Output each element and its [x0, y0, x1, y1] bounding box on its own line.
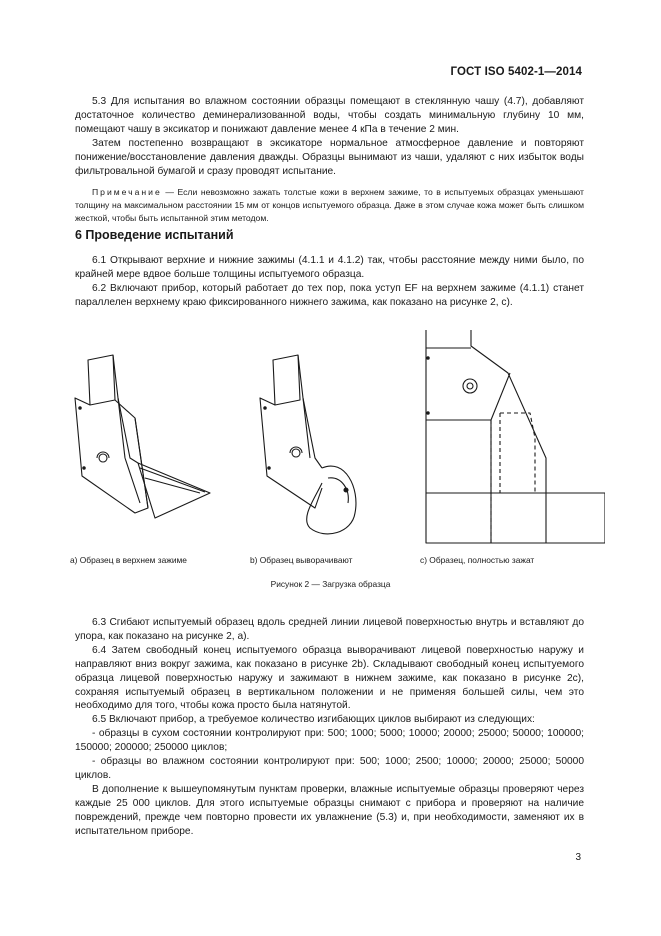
note-paragraph	[75, 186, 584, 225]
list-item-wet: - образцы во влажном состоянии контролируют при: 500; 1000; 2500; 10000; 20000; 25000; 50000 циклов.	[75, 756, 584, 781]
list-item-dry: - образцы в сухом состоянии контролируют при: 500; 1000; 5000; 10000; 20000; 25000; 50000; 100000; 150000; 200000; 250000 циклов;	[75, 728, 584, 754]
figure-title: Рисунок 2 — Загрузка образца	[270, 579, 391, 589]
paragraph-6-1: 6.1 Открывают верхние и нижние зажимы (4.1.1 и 4.1.2) так, чтобы расстояние между ними было, по крайней мере вдвое больше толщины испытуемого образца.	[75, 255, 584, 280]
paragraph-6-3: 6.3 Сгибают испытуемый образец вдоль средней линии лицевой поверхностью внутрь и вставляют до упора, как показано на рисунке 2, а).	[75, 617, 584, 642]
paragraph-final: В дополнение к вышеупомянутым пунктам проверки, влажные испытуемые образцы проверяют через каждые 25 000 циклов. Для этого испытуемые образцы снимают с прибора и проверяют на наличие повреждений, прежде чем повторно провести их увлажнение (5.3) и, при необходимости, заменяют их в испытательном приборе.	[75, 783, 584, 837]
top-text-block	[75, 95, 584, 225]
bottom-text-block	[75, 616, 584, 839]
paragraph-5-3-cont: Затем постепенно возвращают в эксикаторе нормальное атмосферное давление и повторяют понижение/восстановление давления дважды. Образцы вынимают из чаши, удаляют с них избыток воды фильтровальной бумагой и сразу проводят испытание.	[75, 137, 584, 177]
caption-c: c) Образец, полностью зажат	[420, 555, 535, 565]
note-text: — Если невозможно зажать толстые кожи в верхнем зажиме, то в испытуемых образцах уменьшают толщину на максимальном расстоянии 15 мм от концов испытуемого образца. Даже в этом случае кожа может быть слишком жесткой, чтобы быть испытанной этим методом.	[75, 187, 584, 224]
section-text-block	[75, 254, 584, 310]
paragraph-6-2: 6.2 Включают прибор, который работает до тех пор, пока уступ EF на верхнем зажиме (4.1.1) станет параллелен верхнему краю фиксированного нижнего зажима, как показано на рисунке 2, с).	[75, 282, 584, 308]
caption-b: b) Образец выворачивают	[250, 555, 353, 565]
paragraph-6-4: 6.4 Затем свободный конец испытуемого образца выворачивают лицевой поверхностью наружу и направляют вниз вокруг зажима, как показано в рисунке 2b). Складывают свободный конец испытуемого образца лицевой поверхностью наружу и зажимают в нижнем зажиме, как показано в рисунке 2с), сохраняя испытуемый образец в вертикальном положении и не применяя большей силы, чем это необходимо для того, чтобы кожа просто была натянутой.	[75, 644, 584, 712]
section-title: 6 Проведение испытаний	[75, 228, 234, 242]
paragraph-6-5: 6.5 Включают прибор, а требуемое количество изгибающих циклов выбирают из следующих:	[92, 714, 535, 726]
standard-header: ГОСТ ISO 5402-1—2014	[450, 66, 582, 78]
drawing-a	[75, 355, 210, 518]
note-label: Примечание	[92, 187, 162, 198]
drawing-c	[426, 330, 605, 543]
paragraph-5-3: 5.3 Для испытания во влажном состоянии образцы помещают в стеклянную чашу (4.7), добавляют достаточное количество деминерализованной воды, чтобы создать минимальную глубину 10 мм, помещают чашу в эксикатор и понижают давление менее 4 кПа в течение 2 мин.	[75, 96, 584, 135]
caption-a: a) Образец в верхнем зажиме	[70, 555, 187, 565]
drawing-b	[260, 355, 356, 534]
page-number: 3	[575, 852, 581, 863]
figure-2-drawings	[60, 318, 605, 548]
